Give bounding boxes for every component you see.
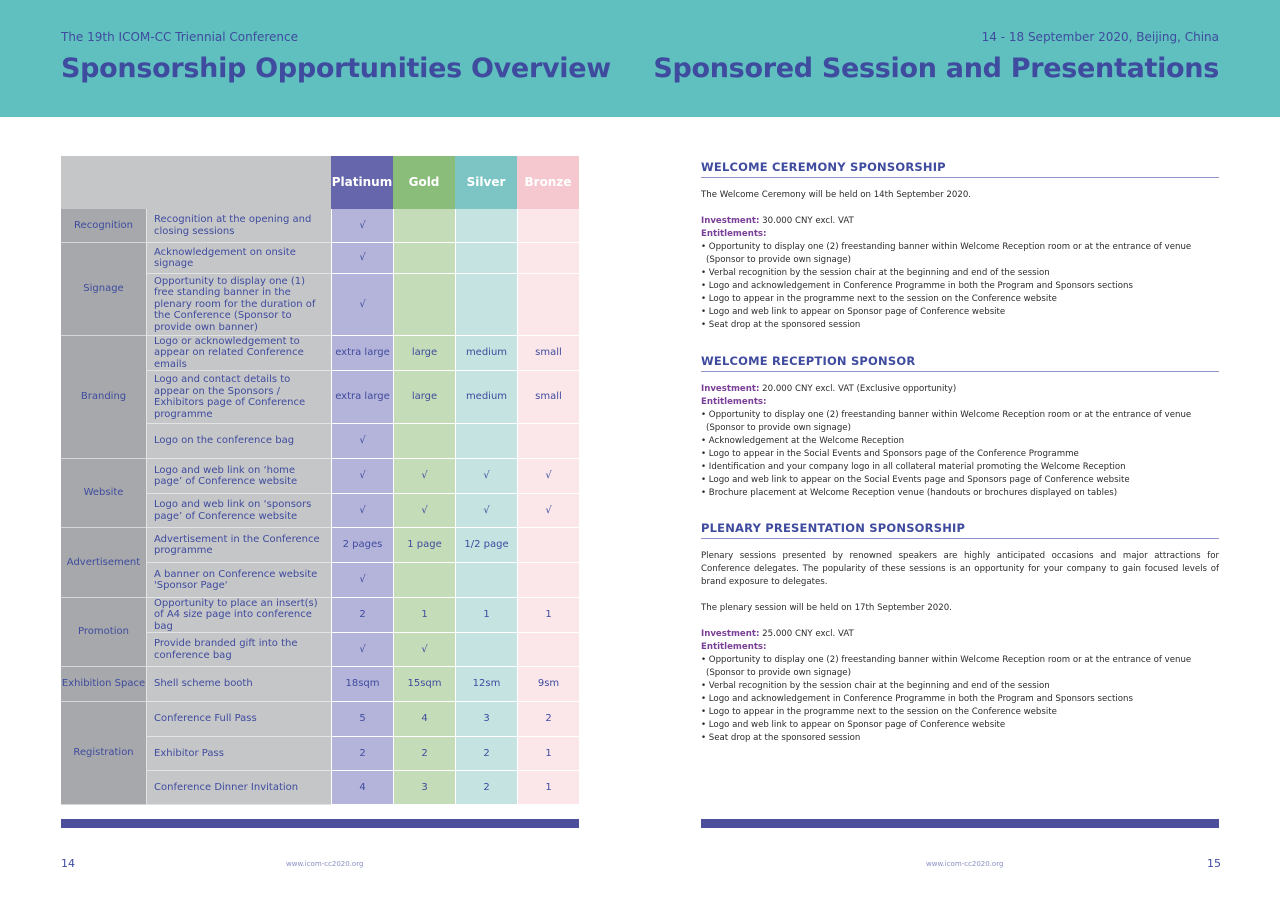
tier-cell-platinum: 2 (331, 598, 393, 633)
website-url-right: www.icom-cc2020.org (926, 860, 1004, 868)
table-row-item: Conference Dinner Invitation (146, 771, 331, 805)
bullet-item: • Identification and your company logo in all collateral material promoting the Welcome Reception (701, 462, 1126, 472)
bullet-item: • Opportunity to display one (2) freestanding banner within Welcome Reception room or at the entrance of venue (Sponsor to provide own signage) (701, 242, 1192, 265)
tier-cell-silver: 2 (455, 771, 517, 805)
tier-cell-gold: 2 (393, 737, 455, 771)
tier-cell-platinum: 2 (331, 737, 393, 771)
page-number-left: 14 (61, 857, 75, 870)
tier-cell-gold (393, 243, 455, 274)
tier-cell-gold: √ (393, 459, 455, 494)
left-footer-bar (61, 819, 579, 828)
tier-cell-platinum: 18sqm (331, 667, 393, 702)
section-intro: The Welcome Ceremony will be held on 14th September 2020. (701, 190, 972, 200)
tier-cell-gold: large (393, 336, 455, 371)
table-row-item: Conference Full Pass (146, 702, 331, 737)
bullet-item: • Acknowledgement at the Welcome Reception (701, 436, 905, 446)
tier-cell-silver (455, 274, 517, 336)
tier-cell-platinum: √ (331, 209, 393, 243)
bullet-item: • Logo and acknowledgement in Conference Programme in both the Program and Sponsors sections (701, 694, 1133, 704)
tier-cell-bronze (517, 274, 579, 336)
table-row-item: Exhibitor Pass (146, 737, 331, 771)
investment-label: Investment: (701, 384, 760, 394)
tier-cell-platinum: 2 pages (331, 528, 393, 563)
category-promotion: Promotion (61, 598, 146, 667)
bullet-item: • Logo to appear in the programme next to the session on the Conference website (701, 707, 1057, 717)
tier-cell-bronze: 1 (517, 598, 579, 633)
table-row-item: Advertisement in the Conference programme (146, 528, 331, 563)
header-banner (0, 0, 1280, 117)
tier-cell-platinum: √ (331, 633, 393, 667)
tier-cell-gold (393, 424, 455, 459)
bullet-item: • Opportunity to display one (2) freestanding banner within Welcome Reception room or at the entrance of venue (Sponsor to provide own signage) (701, 410, 1192, 433)
bullet-list (701, 241, 1219, 332)
table-row-item: A banner on Conference website 'Sponsor Page' (146, 563, 331, 598)
table-row-item: Logo and contact details to appear on the Sponsors / Exhibitors page of Conference programme (146, 371, 331, 424)
tier-cell-silver: medium (455, 336, 517, 371)
entitlements-label: Entitlements: (701, 229, 767, 239)
category-website: Website (61, 459, 146, 528)
investment-line (701, 215, 1219, 228)
tier-cell-silver: √ (455, 494, 517, 528)
plenary-section (701, 521, 1219, 745)
tier-cell-platinum: √ (331, 563, 393, 598)
session-date: The plenary session will be held on 17th September 2020. (701, 603, 952, 613)
tier-cell-bronze: small (517, 336, 579, 371)
tier-cell-platinum: extra large (331, 336, 393, 371)
bullet-item: • Logo to appear in the Social Events and Sponsors page of the Conference Programme (701, 449, 1079, 459)
bullet-item: • Seat drop at the sponsored session (701, 733, 861, 743)
conference-name: The 19th ICOM-CC Triennial Conference (61, 30, 298, 44)
investment-value: 20.000 CNY excl. VAT (Exclusive opportunity) (759, 384, 957, 394)
tier-cell-gold: √ (393, 494, 455, 528)
category-advertisement: Advertisement (61, 528, 146, 598)
tier-cell-bronze: 1 (517, 737, 579, 771)
tier-cell-platinum: extra large (331, 371, 393, 424)
tier-cell-gold: 1 (393, 598, 455, 633)
tier-cell-bronze: √ (517, 459, 579, 494)
tier-cell-silver: √ (455, 459, 517, 494)
tier-cell-silver: 1/2 page (455, 528, 517, 563)
category-registration: Registration (61, 702, 146, 805)
bullet-item: • Brochure placement at Welcome Reception venue (handouts or brochures displayed on tables) (701, 488, 1118, 498)
table-corner (61, 156, 331, 209)
tier-cell-gold (393, 274, 455, 336)
bullet-item: • Logo and web link to appear on the Social Events page and Sponsors page of Conference website (701, 475, 1130, 485)
investment-label: Investment: (701, 629, 760, 639)
table-row-item: Logo on the conference bag (146, 424, 331, 459)
tier-cell-bronze: 2 (517, 702, 579, 737)
tier-cell-gold: 1 page (393, 528, 455, 563)
investment-line (701, 628, 1219, 641)
category-recognition: Recognition (61, 209, 146, 243)
tier-cell-gold: √ (393, 633, 455, 667)
bullet-item: • Seat drop at the sponsored session (701, 320, 861, 330)
tier-cell-bronze (517, 209, 579, 243)
tier-header-silver: Silver (455, 156, 517, 209)
bullet-item: • Opportunity to display one (2) freestanding banner within Welcome Reception room or at the entrance of venue (Sponsor to provide own signage) (701, 655, 1192, 678)
tier-cell-platinum: 4 (331, 771, 393, 805)
website-url-left: www.icom-cc2020.org (286, 860, 364, 868)
tier-cell-silver: 2 (455, 737, 517, 771)
section-title: WELCOME RECEPTION SPONSOR (701, 354, 1219, 372)
page-number-right: 15 (1207, 857, 1221, 870)
tier-cell-bronze (517, 563, 579, 598)
category-exhibition-space: Exhibition Space (61, 667, 146, 702)
tier-cell-gold (393, 209, 455, 243)
table-row-item: Recognition at the opening and closing sessions (146, 209, 331, 243)
tier-cell-silver (455, 243, 517, 274)
table-row-item: Logo or acknowledgement to appear on related Conference emails (146, 336, 331, 371)
bullet-item: • Logo and acknowledgement in Conference Programme in both the Program and Sponsors sections (701, 281, 1133, 291)
tier-cell-silver (455, 209, 517, 243)
tier-cell-platinum: 5 (331, 702, 393, 737)
table-row-item: Opportunity to display one (1) free standing banner in the plenary room for the duration of the Conference (Sponsor to provide own banner) (146, 274, 331, 336)
bullet-list (701, 409, 1219, 500)
section-intro: Plenary sessions presented by renowned speakers are highly anticipated occasions and major attractions for Conference delegates. The popularity of these sessions is an opportunity for your company to gain focused levels of brand exposure to delegates. (701, 551, 1219, 587)
bullet-item: • Verbal recognition by the session chair at the beginning and end of the session (701, 681, 1050, 691)
tier-cell-bronze (517, 243, 579, 274)
tier-header-bronze: Bronze (517, 156, 579, 209)
tier-cell-gold: 15sqm (393, 667, 455, 702)
tier-cell-platinum: √ (331, 494, 393, 528)
investment-label: Investment: (701, 216, 760, 226)
bullet-item: • Verbal recognition by the session chair at the beginning and end of the session (701, 268, 1050, 278)
left-page-title: Sponsorship Opportunities Overview (61, 53, 611, 84)
tier-cell-gold: 4 (393, 702, 455, 737)
table-row-item: Opportunity to place an insert(s) of A4 size page into conference bag (146, 598, 331, 633)
entitlements-label: Entitlements: (701, 397, 767, 407)
tier-cell-bronze: √ (517, 494, 579, 528)
tier-cell-bronze: small (517, 371, 579, 424)
tier-cell-platinum: √ (331, 243, 393, 274)
tier-cell-gold: 3 (393, 771, 455, 805)
tier-cell-silver (455, 633, 517, 667)
bullet-item: • Logo to appear in the programme next to the session on the Conference website (701, 294, 1057, 304)
tier-cell-silver: medium (455, 371, 517, 424)
tier-cell-silver: 1 (455, 598, 517, 633)
investment-line (701, 383, 1219, 396)
tier-cell-bronze (517, 424, 579, 459)
tier-cell-bronze (517, 528, 579, 563)
right-page-title: Sponsored Session and Presentations (653, 53, 1219, 84)
section-title: PLENARY PRESENTATION SPONSORSHIP (701, 521, 1219, 539)
tier-cell-silver: 12sm (455, 667, 517, 702)
investment-value: 25.000 CNY excl. VAT (759, 629, 854, 639)
entitlements-label: Entitlements: (701, 642, 767, 652)
welcome-reception-section (701, 354, 1219, 500)
tier-cell-gold: large (393, 371, 455, 424)
table-row-item: Logo and web link on ‘sponsors page’ of Conference website (146, 494, 331, 528)
table-row-item: Acknowledgement on onsite signage (146, 243, 331, 274)
tier-cell-platinum: √ (331, 459, 393, 494)
tier-header-gold: Gold (393, 156, 455, 209)
category-branding: Branding (61, 336, 146, 459)
tier-cell-platinum: √ (331, 274, 393, 336)
tier-cell-platinum: √ (331, 424, 393, 459)
tier-cell-bronze: 1 (517, 771, 579, 805)
conference-dates: 14 - 18 September 2020, Beijing, China (981, 30, 1219, 44)
investment-value: 30.000 CNY excl. VAT (759, 216, 854, 226)
tier-cell-silver (455, 563, 517, 598)
tier-cell-bronze (517, 633, 579, 667)
tier-cell-bronze: 9sm (517, 667, 579, 702)
bullet-item: • Logo and web link to appear on Sponsor page of Conference website (701, 307, 1006, 317)
bullet-item: • Logo and web link to appear on Sponsor page of Conference website (701, 720, 1006, 730)
tier-cell-silver (455, 424, 517, 459)
table-row-item: Shell scheme booth (146, 667, 331, 702)
welcome-ceremony-section (701, 160, 1219, 332)
bullet-list (701, 654, 1219, 745)
tier-cell-silver: 3 (455, 702, 517, 737)
sponsorship-table (61, 156, 579, 802)
table-row-item: Provide branded gift into the conference bag (146, 633, 331, 667)
table-row-item: Logo and web link on ‘home page’ of Conference website (146, 459, 331, 494)
tier-header-platinum: Platinum (331, 156, 393, 209)
category-signage: Signage (61, 243, 146, 336)
right-footer-bar (701, 819, 1219, 828)
tier-cell-gold (393, 563, 455, 598)
section-title: WELCOME CEREMONY SPONSORSHIP (701, 160, 1219, 178)
